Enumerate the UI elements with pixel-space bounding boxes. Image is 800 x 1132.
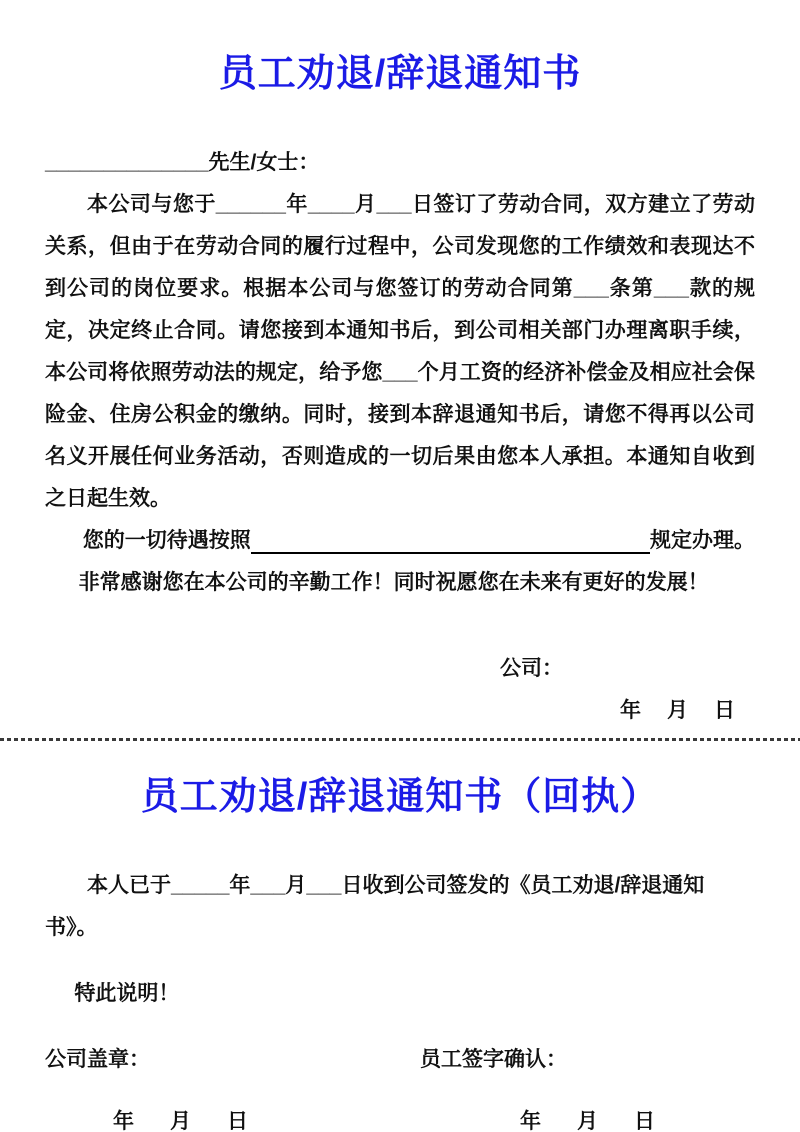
notice-title: 员工劝退/辞退通知书 [218,53,582,95]
employee-signature-date-line [520,1101,755,1132]
company-seal-date-line [113,1101,380,1132]
year-label: 年 [113,1110,134,1132]
month-label: 月 [577,1110,598,1132]
salutation-line [45,142,755,184]
salutation-name-blank: ______________ [45,151,209,174]
salutation-label: 先生/女士： [208,151,320,174]
company-seal-column [45,1039,380,1132]
receipt-acknowledgement-line: 本人已于_____年___月___日收到公司签发的《员工劝退/辞退通知书》。 [45,874,705,939]
day-label: 日 [634,1110,655,1132]
notice-body-paragraph: 本公司与您于______年____月___日签订了劳动合同，双方建立了劳动关系，但由于在劳动合同的履行过程中，公司发现您的工作绩效和表现达不到公司的岗位要求。根据本公司与您签订的劳动合同第___条第___款的规定，决定终止合同。请您接到本通知书后，到公司相关部门办理离职手续，本公司将依照劳动法的规定，给予您___个月工资的经济补偿金及相应社会保险金、住房公积金的缴纳。同时，接到本辞退通知书后，请您不得再以公司名义开展任何业务活动，否则造成的一切后果由您本人承担。本通知自收到之日起生效。 [45,193,755,510]
company-signature-label: 公司： [500,657,563,680]
day-label: 日 [227,1110,248,1132]
receipt-statement-line: 特此说明！ [74,982,180,1005]
month-label: 月 [667,699,688,722]
employee-signature-label: 员工签字确认： [420,1048,567,1071]
treatment-blank-line [251,520,650,554]
notice-date-line [620,690,755,732]
year-label: 年 [520,1110,541,1132]
thanks-line: 非常感谢您在本公司的辛勤工作！同时祝愿您在未来有更好的发展！ [78,571,709,594]
receipt-section [0,775,800,1132]
receipt-signature-columns [45,1039,755,1132]
treatment-line [45,520,755,562]
receipt-title: 员工劝退/辞退通知书（回执） [140,776,660,818]
employee-signature-column [380,1039,755,1132]
day-label: 日 [714,699,735,722]
treatment-suffix: 规定办理。 [650,529,755,552]
month-label: 月 [170,1110,191,1132]
dashed-cut-line [0,738,800,741]
notice-section [0,52,800,732]
treatment-prefix: 您的一切待遇按照 [82,529,251,552]
company-seal-label: 公司盖章： [45,1048,150,1071]
year-label: 年 [620,699,641,722]
